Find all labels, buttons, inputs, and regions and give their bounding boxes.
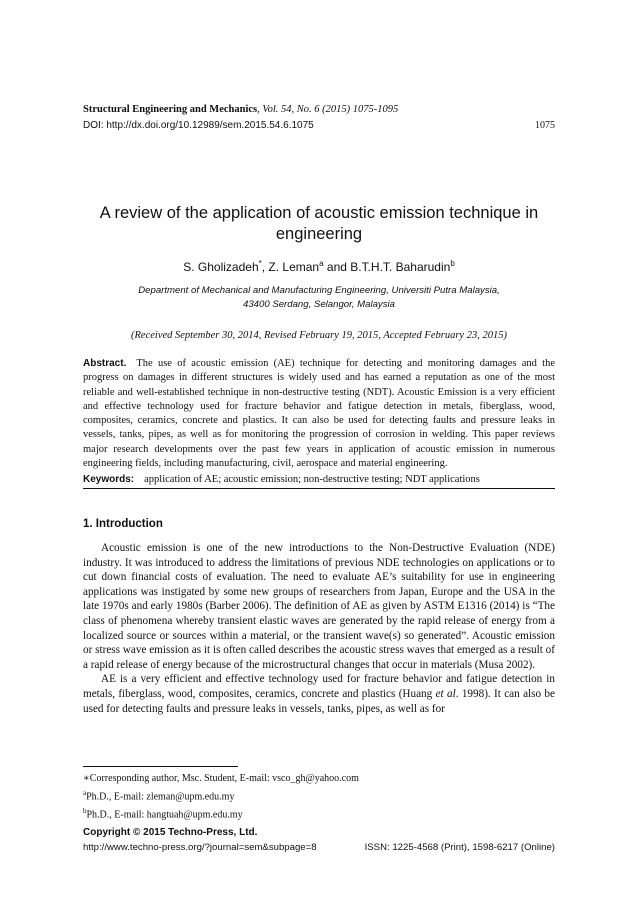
intro-p2-end: . 1998). It can also be used for detecting faults and pressure leaks in vessels, tanks, pipes, as well as for — [83, 687, 555, 715]
keywords-text: application of AE; acoustic emission; non-destructive testing; NDT applications — [144, 474, 480, 485]
doi-link[interactable]: DOI: http://dx.doi.org/10.12989/sem.2015.54.6.1075 — [83, 120, 314, 131]
footnote-divider — [83, 766, 238, 767]
author-3: and B.T.H.T. Baharudin — [323, 260, 451, 274]
footnote-b — [83, 804, 555, 822]
intro-paragraph-1: Acoustic emission is one of the new introductions to the Non-Destructive Evaluation (NDE) industry. It was introduced to address the limitations of previous NDE technologies on applications or to cut down financial costs of evaluation. The need to evaluate AE’s suitability for use in engineering applications was instigated by some new groups of researchers from Japan, Europe and the USA in the late 1970s and early 1980s (Barber 2006). The definition of AE as given by ASTM E1316 (2014) is “The class of phenomena whereby transient elastic waves are generated by the rapid release of energy from a localized source or sources within a material, or the transient wave(s) so generated”. Acoustic emission or stress wave emission as it is often called describes the acoustic stress waves that emerged as a result of a rapid release of energy because of the microstructural changes that occur in materials (Musa 2002). — [83, 542, 555, 671]
footer-url-line — [83, 842, 555, 853]
footnote-corresponding: ∗Corresponding author, Msc. Student, E-mail: vsco_gh@yahoo.com — [83, 773, 359, 784]
author-list — [70, 259, 568, 274]
affiliation-line-1: Department of Mechanical and Manufacturing Engineering, Universiti Putra Malaysia, — [138, 285, 500, 296]
footnote-a-mark: a — [83, 789, 87, 797]
author-2-mark: a — [319, 259, 324, 268]
journal-url-link[interactable]: http://www.techno-press.org/?journal=sem&subpage=8 — [83, 842, 317, 853]
affiliation-line-2: 43400 Serdang, Selangor, Malaysia — [242, 299, 395, 310]
keywords — [83, 474, 555, 489]
intro-p2-etal: et al — [435, 687, 456, 700]
abstract — [83, 357, 555, 471]
paper-title: A review of the application of acoustic emission technique in engineering — [99, 204, 539, 243]
author-2: , Z. Leman — [261, 260, 320, 274]
doi-line — [83, 120, 555, 131]
introduction-body — [83, 541, 555, 716]
copyright-notice: Copyright © 2015 Techno-Press, Ltd. — [83, 827, 258, 838]
journal-name: Structural Engineering and Mechanics — [83, 104, 258, 115]
abstract-label: Abstract. — [83, 358, 127, 369]
abstract-text: The use of acoustic emission (AE) technique for detecting and monitoring damages and the progress on damages in different structures is widely used and has earned a reputation as one of the most reliable and well-established technique in non-destructive testing (NDT). Acoustic Emission is a very efficient and effective technology used for fracture behavior and fatigue detection in metals, fiberglass, wood, composites, ceramics, concrete and plastics. It can also be used for detecting faults and pressure leaks in vessels, tanks, pipes, as well as for monitoring the progression of corrosion in welding. This paper reviews major research developments over the past few years in application of acoustic emission in numerous engineering fields, including manufacturing, civil, aerospace and material engineering. — [83, 358, 555, 470]
intro-p2-start: AE is a very efficient and effective technology used for fracture behavior and fatigue detection in metals, fiberglass, wood, composites, ceramics, concrete and plastics (Huang — [83, 673, 555, 700]
keywords-label: Keywords: — [83, 474, 135, 485]
footnotes — [83, 772, 555, 823]
journal-citation — [83, 104, 398, 115]
author-1: S. Gholizadeh — [183, 260, 259, 274]
footnote-b-text: Ph.D., E-mail: hangtuah@upm.edu.my — [86, 809, 243, 821]
footnote-a — [83, 786, 555, 804]
author-1-mark: * — [258, 259, 262, 268]
issn: ISSN: 1225-4568 (Print), 1598-6217 (Online) — [364, 842, 555, 853]
received-dates: (Received September 30, 2014, Revised February 19, 2015, Accepted February 23, 2015) — [131, 330, 507, 341]
affiliation — [70, 284, 568, 312]
intro-paragraph-2 — [83, 672, 555, 716]
page-number: 1075 — [535, 120, 555, 131]
section-heading-introduction: 1. Introduction — [83, 518, 163, 530]
journal-volume-info: , Vol. 54, No. 6 (2015) 1075-1095 — [257, 104, 399, 115]
author-3-mark: b — [450, 259, 455, 268]
footnote-b-mark: b — [83, 807, 87, 816]
footnote-a-text: Ph.D., E-mail: zleman@upm.edu.my — [86, 791, 235, 803]
